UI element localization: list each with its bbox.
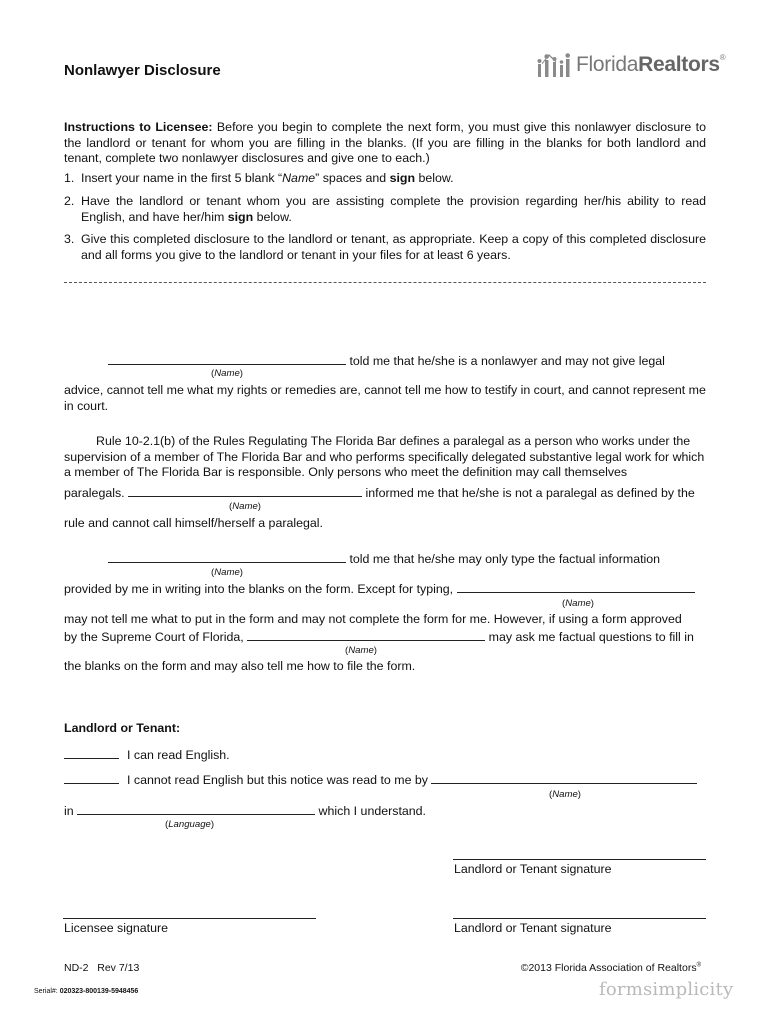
- typing-line-2: provided by me in writing into the blanks on the form. Except for typing,: [64, 580, 714, 598]
- typing-line-3: may not tell me what to put in the form and may not complete the form for me. However, if using a form approved: [64, 612, 682, 626]
- disclosure-line-1: told me that he/she is a nonlawyer and may not give legal: [108, 352, 718, 370]
- paralegal-rule-line: rule and cannot call himself/herself a paralegal.: [64, 516, 323, 530]
- licensee-name-blank-5[interactable]: [247, 628, 485, 641]
- landlord-signature-line-2[interactable]: [453, 918, 706, 919]
- name-caption-4: (Name): [562, 598, 594, 609]
- page-title: Nonlawyer Disclosure: [64, 62, 221, 79]
- typing-line-4: by the Supreme Court of Florida, may ask me factual questions to fill in: [64, 630, 694, 644]
- landlord-tenant-heading: Landlord or Tenant:: [64, 721, 181, 735]
- language-blank[interactable]: [77, 802, 315, 815]
- licensee-name-blank-3[interactable]: [108, 550, 346, 563]
- licensee-name-blank-2[interactable]: [128, 484, 362, 497]
- disclosure-paragraph-1: advice, cannot tell me what my rights or remedies are, cannot tell me how to testify in court, and cannot represent me in court.: [64, 383, 706, 413]
- instruction-item-1: 1. Insert your name in the first 5 blank “Name” spaces and sign below.: [64, 171, 454, 185]
- reader-name-blank[interactable]: [431, 771, 697, 784]
- name-caption-1: (Name): [211, 368, 243, 379]
- serial-number: Serial#: 020323-800139-5948456: [34, 988, 139, 995]
- copyright: ©2013 Florida Association of Realtors®: [520, 962, 701, 974]
- form-id: ND-2 Rev 7/13: [64, 962, 140, 974]
- paragraph-rule-definition: Rule 10-2.1(b) of the Rules Regulating The Florida Bar defines a paralegal as a person who works under the supervision of a member of The Florida Bar and who performs specifically delegated substantive legal work for which a member of The Florida Bar is responsible. Only persons who meet the definition may call themselves: [64, 434, 705, 479]
- cannot-read-english-blank[interactable]: [64, 771, 119, 784]
- licensee-signature-line[interactable]: [63, 918, 316, 919]
- name-caption-3: (Name): [211, 567, 243, 578]
- realtors-people-icon: [536, 50, 576, 80]
- cannot-read-english-option: I cannot read English but this notice was read to me by: [64, 771, 714, 789]
- logo-wordmark: FloridaRealtors®: [576, 53, 726, 76]
- instruction-item-3: 3. Give this completed disclosure to the landlord or tenant, as appropriate. Keep a copy of this completed disclosure and all forms you give to the landlord or tenant in your files for at least 6 years.: [64, 232, 706, 262]
- licensee-name-blank-1[interactable]: [108, 352, 346, 365]
- name-caption-2: (Name): [229, 501, 261, 512]
- instructions-paragraph: Instructions to Licensee: Before you begin to complete the next form, you must give this nonlawyer disclosure to the landlord or tenant for whom you are filling in the blanks. (If you are filling in the blanks for both landlord and tenant, complete two nonlawyer disclosures and give one to each.): [64, 120, 706, 165]
- can-read-english-option: I can read English.: [64, 746, 230, 764]
- typing-line-1: told me that he/she may only type the factual information: [108, 550, 718, 568]
- name-caption-6: (Name): [549, 789, 581, 800]
- language-line: in which I understand.: [64, 804, 427, 818]
- paralegal-line: paralegals. informed me that he/she is not a paralegal as defined by the: [64, 486, 695, 500]
- dashed-divider: [64, 282, 706, 283]
- language-caption: (Language): [165, 819, 215, 830]
- licensee-signature-label: Licensee signature: [64, 921, 169, 935]
- typing-line-5: the blanks on the form and may also tell me how to file the form.: [64, 659, 416, 673]
- name-caption-5: (Name): [345, 645, 377, 656]
- florida-realtors-logo: [536, 50, 725, 80]
- licensee-name-blank-4[interactable]: [457, 580, 695, 593]
- instruction-item-2: 2. Have the landlord or tenant whom you are assisting complete the provision regarding her/his ability to read English, and have her/him sign below.: [64, 194, 706, 224]
- landlord-signature-line-1[interactable]: [453, 859, 706, 860]
- can-read-english-blank[interactable]: [64, 746, 119, 759]
- formsimplicity-brand: formsimplicity: [599, 979, 734, 1000]
- landlord-signature-label-2: Landlord or Tenant signature: [454, 921, 612, 935]
- landlord-signature-label-1: Landlord or Tenant signature: [454, 862, 612, 876]
